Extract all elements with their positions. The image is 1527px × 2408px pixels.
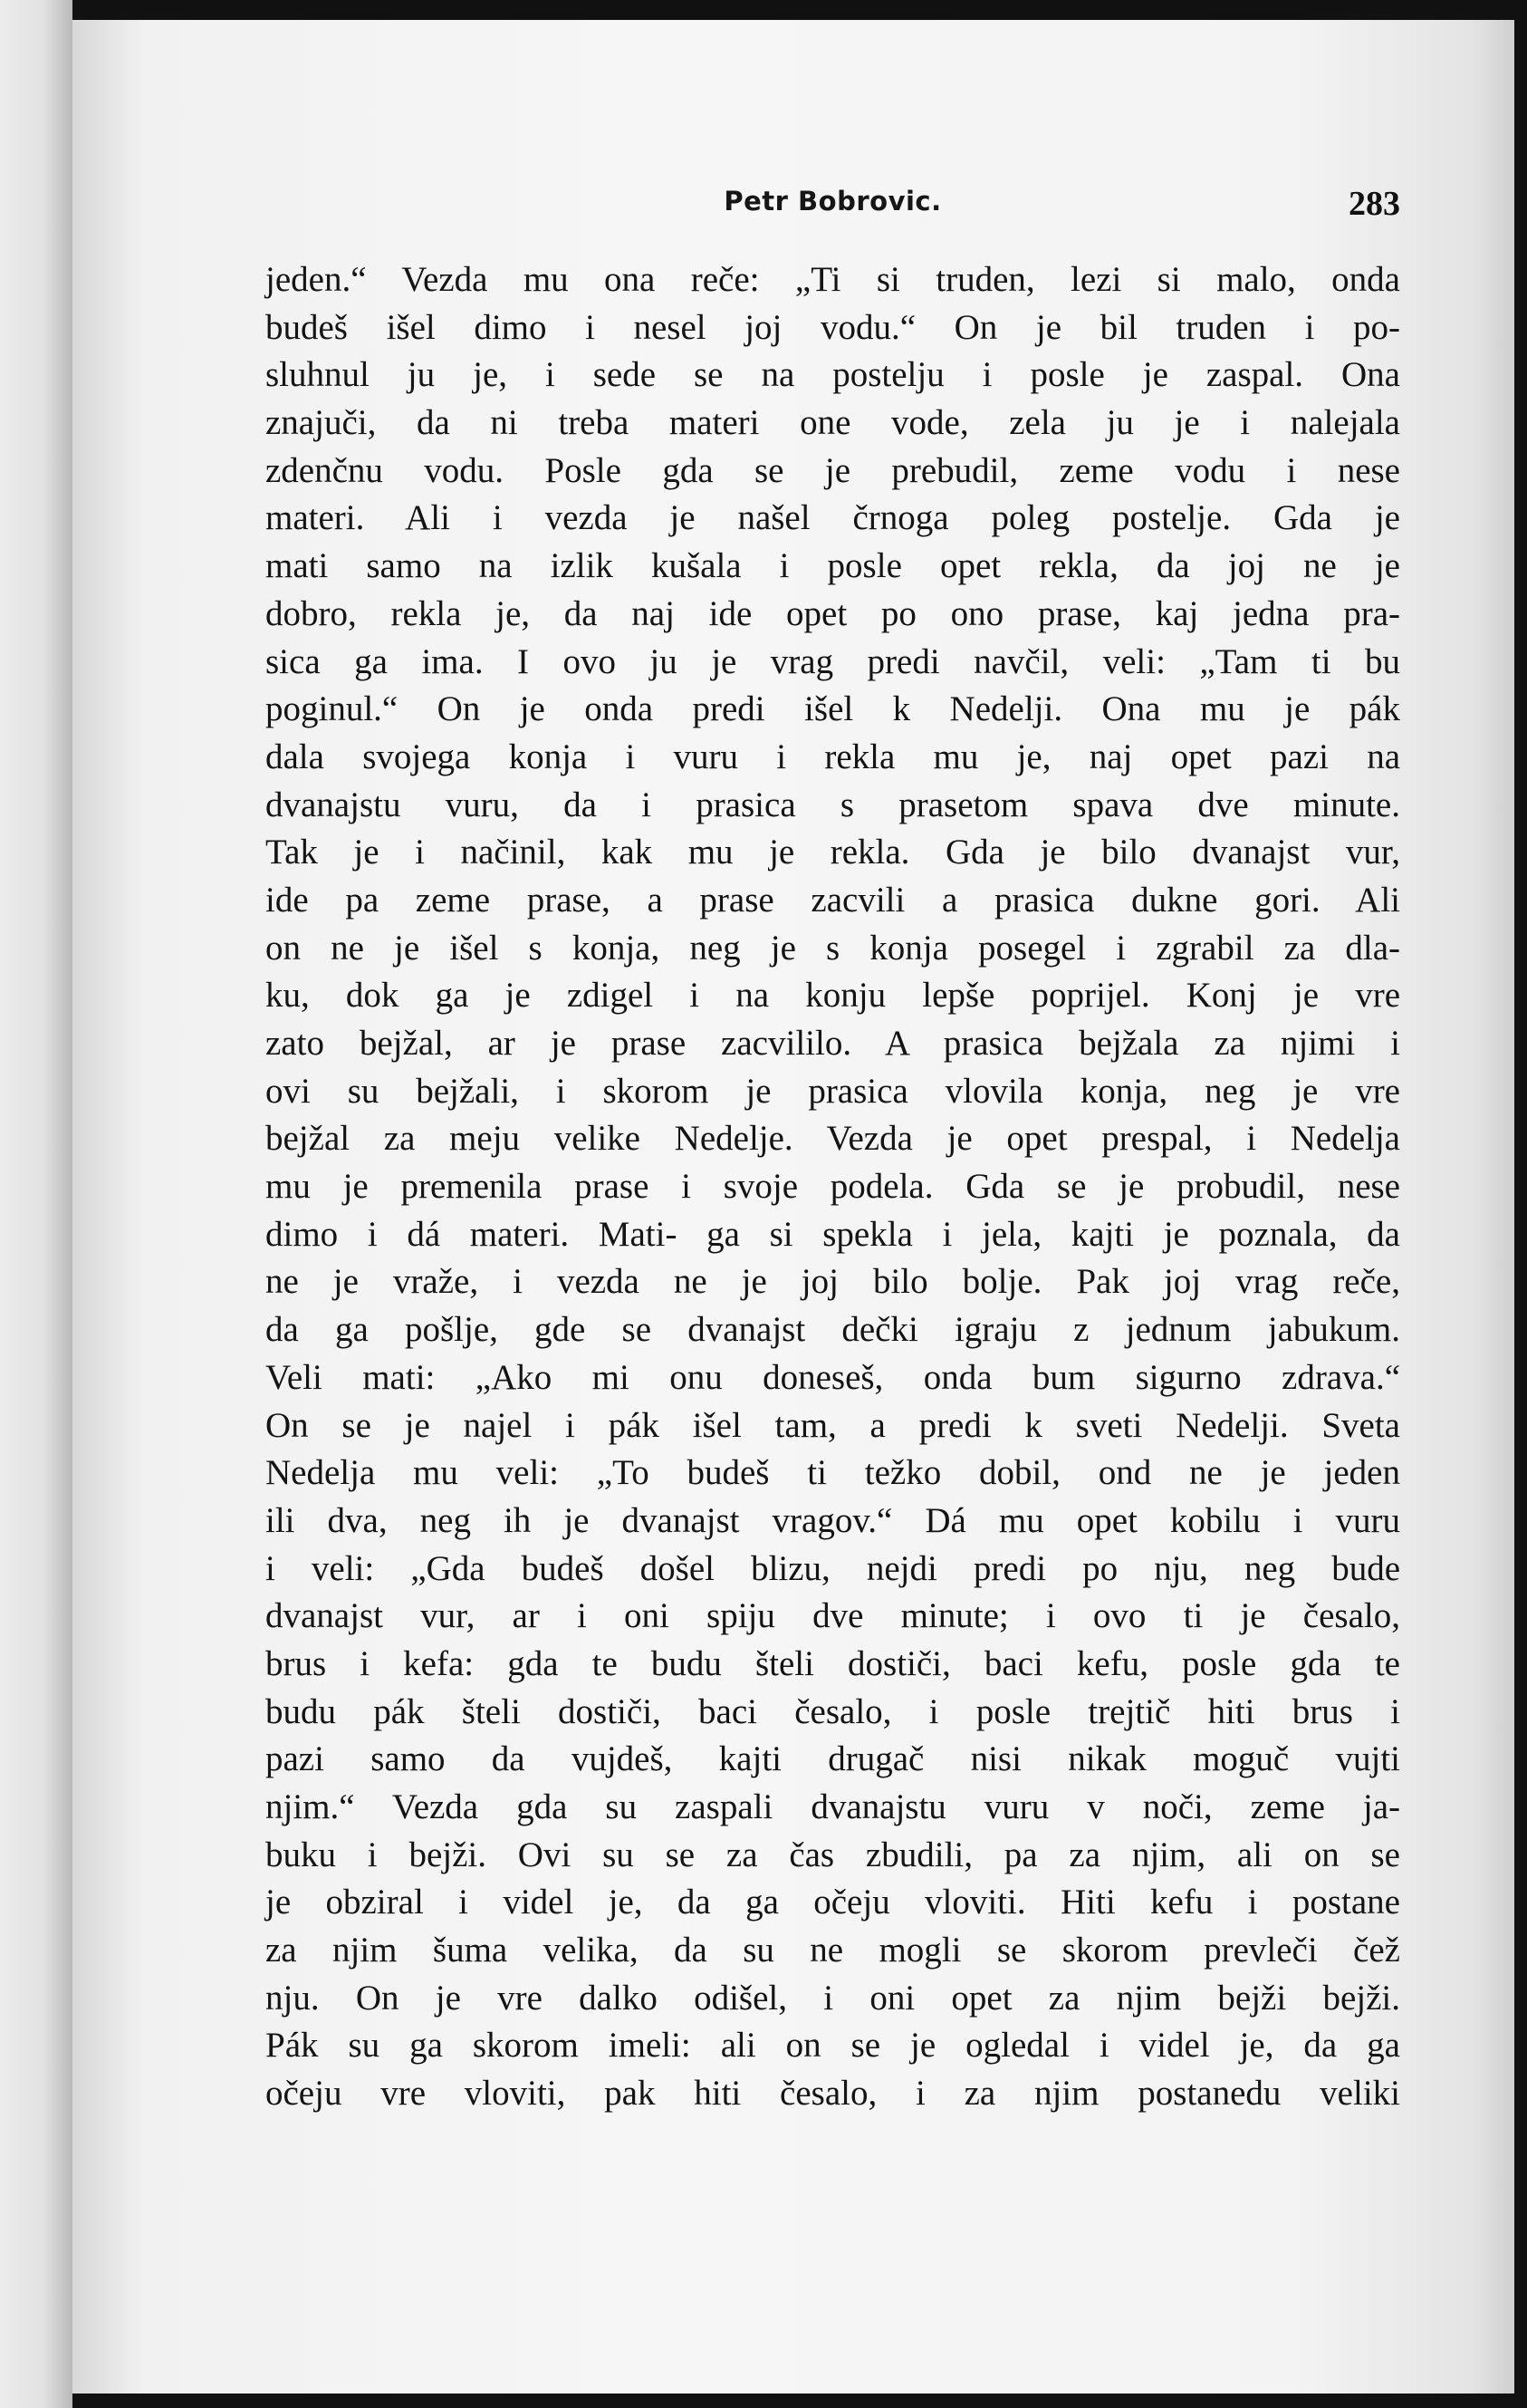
text-line: nju. On je vre dalko odišel, i oni opet za njim bejži bejži. (265, 1978, 1400, 2018)
page-number: 283 (1349, 185, 1400, 223)
text-line: jeden.“ Vezda mu ona reče: „Ti si truden, lezi si malo, onda (265, 260, 1400, 299)
text-line: mu je premenila prase i svoje podela. Gda se je probudil, nese (265, 1167, 1400, 1207)
text-line: on ne je išel s konja, neg je s konja posegel i zgrabil za dla- (265, 928, 1400, 968)
text-line: ku, dok ga je zdigel i na konju lepše poprijel. Konj je vre (265, 976, 1400, 1016)
text-line: dvanajstu vuru, da i prasica s prasetom spava dve minute. (265, 785, 1400, 824)
text-line: dvanajst vur, ar i oni spiju dve minute; i ovo ti je česalo, (265, 1596, 1400, 1636)
text-line: materi. Ali i vezda je našel črnoga poleg postelje. Gda je (265, 498, 1400, 538)
text-line: znajuči, da ni treba materi one vode, zela ju je i nalejala (265, 403, 1400, 443)
text-line: ili dva, neg ih je dvanajst vragov.“ Dá mu opet kobilu i vuru (265, 1500, 1400, 1540)
text-line: sica ga ima. I ovo ju je vrag predi navčil, veli: „Tam ti bu (265, 641, 1400, 681)
book-page (72, 20, 1514, 2394)
text-line: je obziral i videl je, da ga očeju vloviti. Hiti kefu i postane (265, 1883, 1400, 1922)
text-line: budeš išel dimo i nesel joj vodu.“ On je bil truden i po- (265, 307, 1400, 347)
text-line: poginul.“ On je onda predi išel k Nedelji. Ona mu je pák (265, 689, 1400, 729)
text-line: njim.“ Vezda gda su zaspali dvanajstu vuru v noči, zeme ja- (265, 1787, 1400, 1826)
text-line: ovi su bejžali, i skorom je prasica vlovila konja, neg je vre (265, 1071, 1400, 1111)
text-line: zdenčnu vodu. Posle gda se je prebudil, zeme vodu i nese (265, 450, 1400, 490)
text-line: dobro, rekla je, da naj ide opet po ono prase, kaj jedna pra- (265, 593, 1400, 633)
text-line: dala svojega konja i vuru i rekla mu je, naj opet pazi na (265, 737, 1400, 776)
body-text (265, 256, 1400, 2118)
text-line: Tak je i načinil, kak mu je rekla. Gda je bilo dvanajst vur, (265, 833, 1400, 872)
text-line: dimo i dá materi. Mati- ga si spekla i jela, kajti je poznala, da (265, 1214, 1400, 1254)
text-line: i veli: „Gda budeš došel blizu, nejdi predi po nju, neg bude (265, 1548, 1400, 1588)
left-margin-background (0, 0, 72, 2408)
text-line: On se je najel i pák išel tam, a predi k sveti Nedelji. Sveta (265, 1405, 1400, 1445)
text-line: brus i kefa: gda te budu šteli dostiči, baci kefu, posle gda te (265, 1643, 1400, 1683)
text-line: zato bejžal, ar je prase zacvililo. A prasica bejžala za njimi i (265, 1024, 1400, 1063)
text-line: da ga pošlje, gde se dvanajst dečki igraju z jednum jabukum. (265, 1310, 1400, 1350)
text-line: očeju vre vloviti, pak hiti česalo, i za njim postanedu veliki (265, 2074, 1400, 2114)
text-line: mati samo na izlik kušala i posle opet rekla, da joj ne je (265, 546, 1400, 586)
running-head: Petr Bobrovic. (724, 186, 942, 217)
text-line: Nedelja mu veli: „To budeš ti težko dobil, ond ne je jeden (265, 1453, 1400, 1493)
text-line: Veli mati: „Ako mi onu doneseš, onda bum sigurno zdrava.“ (265, 1357, 1400, 1397)
text-line: ide pa zeme prase, a prase zacvili a prasica dukne gori. Ali (265, 880, 1400, 920)
text-line: budu pák šteli dostiči, baci česalo, i posle trejtič hiti brus i (265, 1691, 1400, 1731)
text-line: buku i bejži. Ovi su se za čas zbudili, pa za njim, ali on se (265, 1835, 1400, 1874)
page-header (265, 186, 1400, 231)
text-line: bejžal za meju velike Nedelje. Vezda je opet prespal, i Nedelja (265, 1119, 1400, 1159)
text-line: pazi samo da vujdeš, kajti drugač nisi nikak moguč vujti (265, 1739, 1400, 1779)
text-line: ne je vraže, i vezda ne je joj bilo bolje. Pak joj vrag reče, (265, 1262, 1400, 1302)
text-line: Pák su ga skorom imeli: ali on se je ogledal i videl je, da ga (265, 2026, 1400, 2066)
text-line: za njim šuma velika, da su ne mogli se skorom prevleči čež (265, 1931, 1400, 1970)
text-line: sluhnul ju je, i sede se na postelju i posle je zaspal. Ona (265, 355, 1400, 395)
